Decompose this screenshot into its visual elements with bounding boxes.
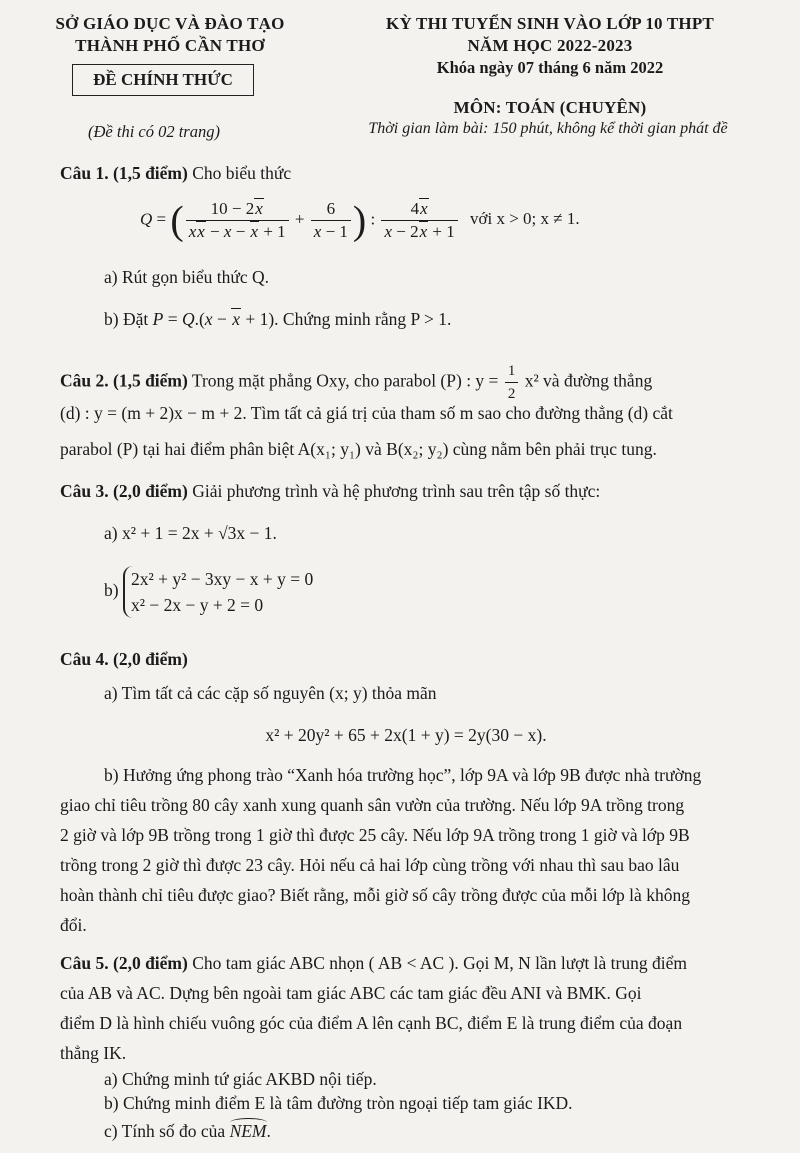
dept-line2: THÀNH PHỐ CẦN THƠ — [75, 36, 265, 55]
q4-b-line: giao chỉ tiêu trồng 80 cây xanh xung quanh sân vườn của trường. Nếu lớp 9A trồng trong — [60, 795, 685, 815]
q5-part-a: a) Chứng minh tứ giác AKBD nội tiếp. — [104, 1069, 377, 1089]
pages-note: (Đề thi có 02 trang) — [88, 122, 220, 141]
q3-eq1: 2x² + y² − 3xy − x + y = 0 — [130, 569, 314, 589]
q2-line1-text: Trong mặt phẳng Oxy, cho parabol (P) : y = — [191, 370, 499, 391]
q3-part-a: a) x² + 1 = 2x + √3x − 1. — [104, 523, 277, 543]
q2-line3: parabol (P) tại hai điểm phân biệt A(x₁; y₁) và B(x₂; y₂) cùng nằm bên phải trục tung. — [60, 439, 657, 459]
q1-part-a: a) Rút gọn biểu thức Q. — [104, 267, 270, 287]
q2-line1: Câu 2. (1,5 điểm) Trong mặt phẳng Oxy, cho parabol (P) : y = $\frac{1}{2}$ x² và đường thẳng — [60, 360, 652, 405]
q1-part-b-pre: b) Đặt — [104, 309, 149, 329]
q4-part-b — [60, 760, 752, 940]
q3-eq2: x² − 2x − y + 2 = 0 — [130, 595, 264, 615]
q5-angle: NEM — [230, 1118, 267, 1145]
q2-label: Câu 2. (1,5 điểm) — [60, 370, 188, 391]
q1-heading — [60, 160, 291, 187]
q1-label: Câu 1. (1,5 điểm) — [60, 163, 188, 183]
q1-condition: với x > 0; x ≠ 1. — [470, 209, 580, 229]
q4-b-line: hoàn thành chỉ tiêu được giao? Biết rằng, mỗi giờ số cây trồng được của mỗi lớp là không — [60, 885, 690, 905]
q5-part-c-pre: c) Tính số đo của — [104, 1121, 226, 1141]
q4-label: Câu 4. (2,0 điểm) — [60, 649, 188, 669]
school-year: NĂM HỌC 2022-2023 — [467, 36, 633, 55]
q3-part-b-label: b) — [104, 580, 119, 601]
q5-line: điểm D là hình chiếu vuông góc của điểm A lên cạnh BC, điểm E là trung điểm của đoạn — [60, 1013, 683, 1033]
time-note: Thời gian làm bài: 150 phút, không kể thời gian phát đề — [368, 120, 728, 137]
q3-part-b — [104, 566, 313, 618]
q5-part-c-post: . — [266, 1121, 271, 1141]
q3-heading — [60, 478, 600, 505]
exam-title: KỲ THI TUYỂN SINH VÀO LỚP 10 THPT — [386, 14, 714, 33]
q1-intro: Cho biểu thức — [192, 163, 292, 183]
q2-line1-end: x² và đường thẳng — [524, 370, 653, 391]
q1-part-b-post: . Chứng minh rằng P > 1. — [274, 309, 452, 329]
official-label: ĐỀ CHÍNH THỨC — [72, 64, 254, 96]
q4-part-a: a) Tìm tất cả các cặp số nguyên (x; y) thỏa mãn — [104, 683, 437, 703]
q5-line1 — [60, 948, 752, 978]
q4-b-line: 2 giờ và lớp 9B trồng trong 1 giờ thì được 25 cây. Nếu lớp 9A trồng trong 1 giờ và lớp 9B — [60, 825, 690, 845]
q1-formula: Q = ( $\frac{10 - 2x}{xx - x - x + 1}$ + $\frac{6}{x - 1}$ ) : $\frac{4x}{x - 2x + 1}$ với x > 0; x ≠ 1. — [140, 197, 580, 243]
q5-line: của AB và AC. Dựng bên ngoài tam giác ABC các tam giác đều ANI và BMK. Gọi — [60, 983, 642, 1003]
q3-system — [123, 566, 313, 618]
q3-intro: Giải phương trình và hệ phương trình sau trên tập số thực: — [192, 481, 601, 501]
subject: MÔN: TOÁN (CHUYÊN) — [453, 98, 647, 117]
q5-line: thẳng IK. — [60, 1043, 127, 1063]
q4-equation: x² + 20y² + 65 + 2x(1 + y) = 2y(30 − x). — [265, 725, 547, 745]
q3-label: Câu 3. (2,0 điểm) — [60, 481, 188, 501]
q5-part-c — [104, 1118, 271, 1145]
q5-part-b: b) Chứng minh điểm E là tâm đường tròn ngoại tiếp tam giác IKD. — [104, 1093, 573, 1113]
q5-label: Câu 5. (2,0 điểm) — [60, 953, 188, 973]
dept-line1: SỞ GIÁO DỤC VÀ ĐÀO TẠO — [55, 14, 285, 33]
q4-b-line: trồng trong 2 giờ thì được 23 cây. Hỏi nếu cả hai lớp cùng trồng với nhau thì sau bao lâu — [60, 855, 680, 875]
q5-body — [60, 948, 752, 1068]
q2-line2: (d) : y = (m + 2)x − m + 2. Tìm tất cả giá trị của tham số m sao cho đường thẳng (d) cắt — [60, 403, 673, 423]
q4-b-line: đổi. — [60, 915, 87, 935]
q4-b-line: b) Hưởng ứng phong trào “Xanh hóa trường học”, lớp 9A và lớp 9B được nhà trường — [104, 765, 702, 785]
exam-date: Khóa ngày 07 tháng 6 năm 2022 — [436, 58, 664, 77]
q5-line1-text: Cho tam giác ABC nhọn ( AB < AC ). Gọi M, N lần lượt là trung điểm — [192, 953, 687, 973]
q1-part-b: b) Đặt P = Q.(x − x + 1). Chứng minh rằng P > 1. — [104, 309, 452, 329]
